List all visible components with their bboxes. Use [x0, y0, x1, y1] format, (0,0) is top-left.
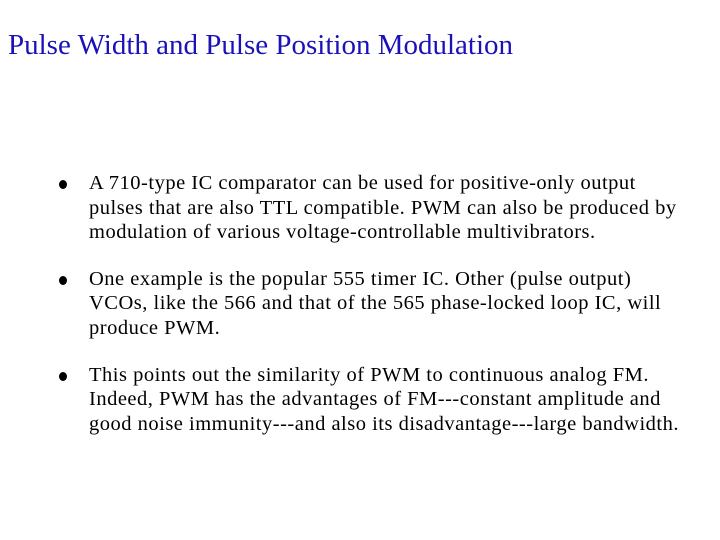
- bullet-item: [55, 267, 685, 341]
- bullet-dot-icon: [59, 372, 67, 381]
- slide-title: Pulse Width and Pulse Position Modulation: [8, 29, 514, 61]
- bullet-text: One example is the popular 555 timer IC. Other (pulse output) VCOs, like the 566 and that of the 565 phase-locked loop IC, will produce PWM.: [89, 267, 662, 339]
- bullet-text: This points out the similarity of PWM to continuous analog FM. Indeed, PWM has the advantages of FM---constant amplitude and good noise immunity---and also its disadvantage---large bandwidth.: [89, 363, 679, 435]
- bullet-item: [55, 363, 685, 437]
- bullet-dot-icon: [59, 276, 67, 285]
- bullet-list: [55, 171, 685, 458]
- bullet-text: A 710-type IC comparator can be used for positive-only output pulses that are also TTL compatible. PWM can also be produced by modulation of various voltage-controllable multivibrators.: [89, 172, 677, 244]
- bullet-dot-icon: [59, 180, 67, 189]
- bullet-item: [55, 171, 685, 245]
